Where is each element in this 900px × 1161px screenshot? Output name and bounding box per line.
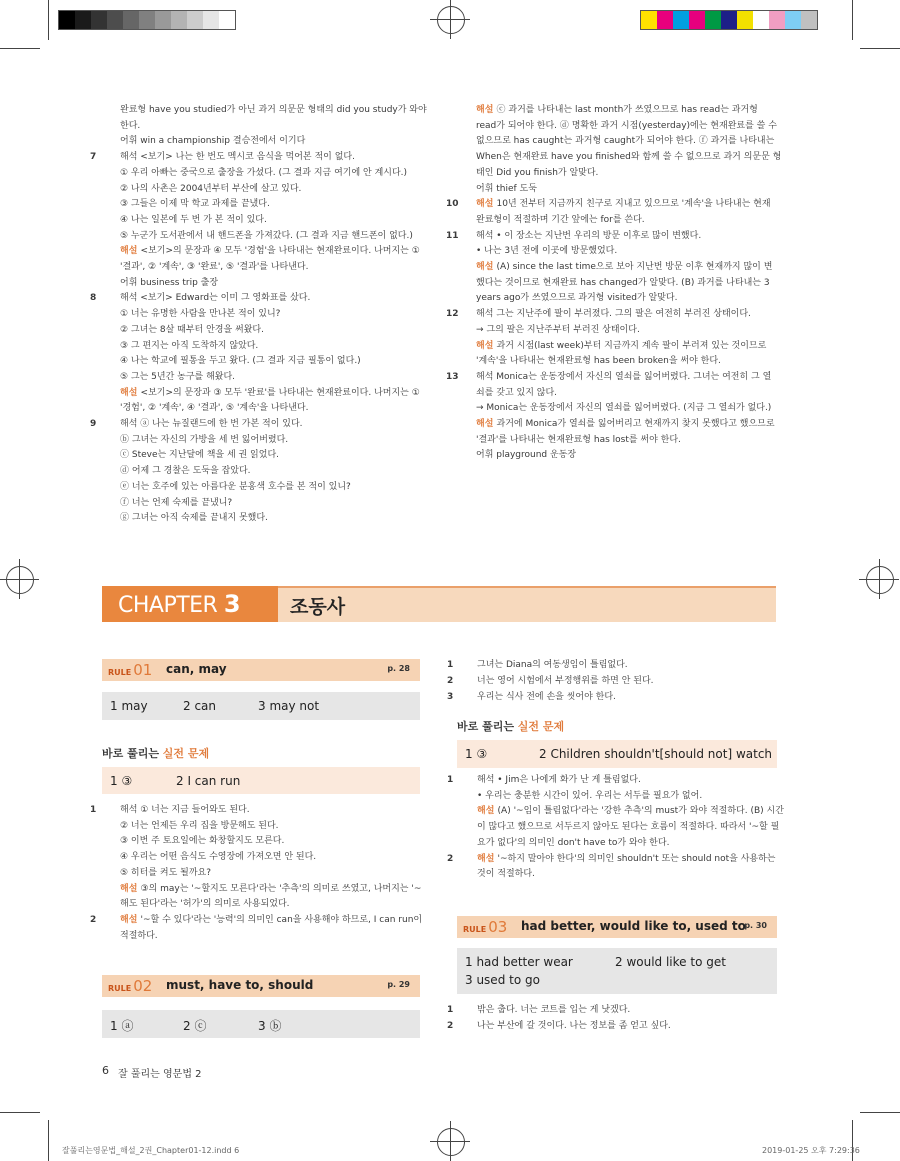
color-swatch	[107, 11, 123, 29]
color-swatch	[785, 11, 801, 29]
color-swatch	[123, 11, 139, 29]
chapter-title-band	[278, 586, 776, 622]
rule-tag: RULE 02	[108, 977, 153, 995]
text-line: 해석 ⓐ 나는 뉴질랜드에 한 번 가본 적이 있다.	[120, 419, 303, 429]
practice-2-answers	[457, 740, 777, 768]
item-number: 1	[447, 775, 454, 785]
practice-heading: 바로 풀리는 실전 문제	[102, 747, 210, 760]
text-line: ⑤ 그는 5년간 농구를 해왔다.	[120, 371, 236, 382]
text-line: 어휘 win a championship 결승전에서 이기다	[120, 136, 306, 147]
item-number: 11	[446, 230, 459, 241]
crop-mark	[0, 48, 40, 49]
text-line: 완료형 have you studied가 아닌 과거 의문문 형태의 did you study가 와야	[120, 105, 427, 115]
explanation-label: 해설	[476, 340, 497, 351]
text-line: read가 되어야 한다. ⓓ 명확한 과거 시점(yesterday)에는 현재완료를 쓸 수	[476, 120, 777, 131]
text-line: ④ 우리는 어떤 음식도 수영장에 가져오면 안 된다.	[120, 852, 317, 863]
rule-03-header	[457, 916, 777, 938]
answer: 2 would like to get	[615, 955, 726, 969]
text-line: ⓑ 그녀는 자신의 가방을 세 번 잃어버렸다.	[120, 434, 289, 445]
explanation-label: 해설	[120, 883, 141, 894]
practice-1-answers	[102, 767, 420, 794]
text-line: ① 우리 아빠는 중국으로 출장을 가셨다. (그 결과 지금 여기에 안 계시다.)	[120, 167, 408, 178]
text-line: 해석 그는 지난주에 팔이 부러졌다. 그의 팔은 여전히 부러진 상태이다.	[476, 309, 751, 320]
text-line: 어휘 business trip 출장	[120, 277, 219, 288]
practice-heading: 바로 풀리는 실전 문제	[457, 720, 565, 733]
color-swatch	[91, 11, 107, 29]
color-swatch	[769, 11, 785, 29]
color-swatch	[673, 11, 689, 29]
text-line: 어휘 playground 운동장	[476, 450, 577, 461]
item-number: 3	[447, 692, 454, 702]
answer: 2 can	[183, 699, 217, 713]
rule-title: had better, would like to, used to	[521, 919, 746, 933]
text-line: 해설 <보기>의 문장과 ④ 모두 '경험'을 나타내는 현재완료이다. 나머지는 ①	[120, 246, 420, 257]
color-swatch	[219, 11, 235, 29]
color-swatch	[801, 11, 817, 29]
text-line: ⓕ 너는 언제 숙제를 끝냈니?	[120, 497, 233, 508]
text-line: • 나는 3년 전에 이곳에 방문했었다.	[476, 246, 618, 257]
crop-mark	[860, 48, 900, 49]
text-line: ② 나의 사촌은 2004년부터 부산에 살고 있다.	[120, 183, 302, 194]
page-number: 6	[102, 1064, 109, 1077]
item-number: 10	[446, 199, 459, 210]
item-number: 8	[90, 293, 97, 304]
registration-mark-bottom	[437, 1128, 465, 1156]
chapter-title: 조동사	[290, 596, 346, 618]
text-line: 우리는 식사 전에 손을 씻어야 한다.	[477, 692, 616, 702]
item-number: 13	[446, 371, 459, 382]
chapter-banner	[102, 586, 776, 622]
text-line: • 우리는 충분한 시간이 있어. 우리는 서두를 필요가 없어.	[477, 790, 703, 801]
text-line: 해석 ① 너는 지금 들어와도 된다.	[120, 805, 250, 815]
text-line: ① 너는 유명한 사람을 만나본 적이 있니?	[120, 309, 281, 320]
answer: 1 may	[110, 699, 148, 713]
rule-title: must, have to, should	[166, 978, 314, 992]
item-number: 2	[447, 853, 454, 864]
color-bar	[640, 10, 818, 30]
text-line: ② 너는 언제든 우리 집을 방문해도 된다.	[120, 820, 279, 831]
explanation-label: 해설	[476, 419, 497, 429]
text-line: ⓒ Steve는 지난달에 책을 세 권 읽었다.	[120, 450, 279, 461]
explanation-label: 해설	[477, 806, 498, 817]
answer: 2 I can run	[176, 774, 241, 788]
item-number: 2	[447, 1021, 454, 1031]
answer: 1 ③	[465, 747, 488, 761]
text-line: 나는 부산에 갈 것이다. 나는 정보를 좀 얻고 싶다.	[477, 1021, 671, 1031]
text-line: 해설 10년 전부터 지금까지 친구로 지내고 있으므로 '계속'을 나타내는 현재	[476, 199, 771, 210]
text-line: 너는 영어 시험에서 부정행위를 하면 안 된다.	[477, 676, 654, 686]
text-line: ② 그녀는 8살 때부터 안경을 써왔다.	[120, 324, 264, 335]
text-line: 해설 ③의 may는 '~할지도 모른다'라는 '추측'의 의미로 쓰였고, 나머지는 '~	[120, 883, 422, 894]
text-line: ⓖ 그녀는 아직 숙제를 끝내지 못했다.	[120, 513, 268, 524]
chapter-number: 3	[223, 590, 241, 618]
crop-mark	[48, 0, 49, 40]
color-swatch	[689, 11, 705, 29]
text-line: When은 현재완료 have you finished와 함께 쓸 수 없으므로 과거 의문문 형	[476, 152, 782, 163]
text-line: '계속'을 나타내는 현재완료형 has been broken을 써야 한다.	[476, 356, 721, 367]
rule-page: p. 30	[744, 921, 767, 930]
color-swatch	[705, 11, 721, 29]
explanation-label: 해설	[476, 105, 497, 115]
text-line: 완료형이 적절하며 기간 앞에는 for를 쓴다.	[476, 214, 645, 225]
book-title: 잘 풀리는 영문법 2	[118, 1069, 202, 1080]
color-swatch	[641, 11, 657, 29]
text-line: ④ 나는 학교에 필통을 두고 왔다. (그 결과 지금 필통이 없다.)	[120, 356, 361, 367]
rule-tag: RULE 03	[463, 918, 508, 936]
text-line: ③ 이번 주 토요일에는 화창할지도 모른다.	[120, 836, 285, 847]
rule-02-answers	[102, 1010, 420, 1038]
rule-page: p. 28	[387, 664, 410, 673]
text-line: 밖은 춥다. 너는 코트를 입는 게 낫겠다.	[477, 1005, 631, 1015]
registration-mark-right	[866, 566, 894, 594]
rule-title: can, may	[166, 662, 227, 676]
explanation-label: 해설	[120, 914, 141, 925]
text-line: '결과'를 나타내는 현재완료형 has lost를 써야 한다.	[476, 434, 681, 445]
text-line: ③ 그들은 이제 막 학교 과제를 끝냈다.	[120, 199, 270, 210]
rule-02-header	[102, 975, 420, 997]
text-line: 쇠를 갖고 있지 않다.	[476, 387, 557, 398]
text-line: '경험', ② '계속', ④ '결과', ⑤ '계속'을 나타낸다.	[120, 403, 309, 414]
text-line: 태인 Did you finish가 알맞다.	[476, 167, 599, 178]
item-number: 2	[90, 914, 97, 925]
text-line: 그녀는 Diana의 여동생임이 틀림없다.	[477, 660, 628, 670]
explanation-label: 해설	[476, 262, 497, 272]
text-line: 해도 된다'라는 '허가'의 의미로 사용되었다.	[120, 899, 290, 910]
text-line: → 그의 팔은 지난주부터 부러진 상태이다.	[476, 324, 640, 335]
text-line: → Monica는 운동장에서 자신의 열쇠를 잃어버렸다. (지금 그 열쇠가 없다.)	[476, 403, 772, 414]
text-line: 한다.	[120, 120, 141, 131]
text-line: ③ 그 편지는 아직 도착하지 않았다.	[120, 340, 259, 351]
crop-mark	[48, 1120, 49, 1161]
text-line: 해설 과거에 Monica가 열쇠를 잃어버리고 현재까지 찾지 못했다고 했으므로	[476, 419, 775, 429]
text-line: 해설 (A) '~임이 틀림없다'라는 '강한 추측'의 must가 와야 적절하다. (B) 시간	[477, 806, 784, 817]
color-swatch	[203, 11, 219, 29]
rule-tag: RULE 01	[108, 661, 153, 679]
color-swatch	[187, 11, 203, 29]
text-line: 해설 과거 시점(last week)부터 지금까지 계속 팔이 부러져 있는 것이므로	[476, 340, 767, 351]
item-number: 2	[447, 676, 454, 686]
grayscale-bar	[58, 10, 236, 30]
text-line: 해석 • 이 장소는 지난번 우리의 방문 이후로 많이 변했다.	[476, 230, 702, 241]
text-line: 해석 Monica는 운동장에서 자신의 열쇠를 잃어버렸다. 그녀는 여전히 그 열	[476, 371, 772, 382]
rule-03-answers	[457, 948, 777, 994]
text-line: 해설 (A) since the last time으로 보아 지난번 방문 이후 현재까지 많이 변	[476, 262, 773, 272]
answer: 3 ⓑ	[258, 1019, 282, 1033]
explanation-label: 해설	[476, 199, 497, 210]
rule-page: p. 29	[387, 980, 410, 989]
text-line: ④ 나는 일본에 두 번 가 본 적이 있다.	[120, 214, 267, 225]
text-line: ⓓ 어제 그 경찰은 도둑을 잡았다.	[120, 466, 251, 477]
timestamp: 2019-01-25 오후 7:29:36	[762, 1146, 860, 1155]
text-line: 해석 <보기> Edward는 이미 그 영화표를 샀다.	[120, 293, 311, 304]
color-swatch	[721, 11, 737, 29]
color-swatch	[139, 11, 155, 29]
item-number: 1	[447, 1005, 454, 1015]
item-number: 9	[90, 419, 97, 429]
registration-mark-top	[437, 6, 465, 34]
text-line: '결과', ② '계속', ③ '완료', ⑤ '결과'를 나타낸다.	[120, 262, 309, 272]
text-line: years ago가 쓰였으므로 과거형 visited가 알맞다.	[476, 293, 678, 304]
answer: 3 used to go	[465, 973, 540, 987]
text-line: 것이 적절하다.	[477, 869, 535, 880]
text-line: 해석 • Jim은 나에게 화가 난 게 틀림없다.	[477, 775, 641, 785]
color-swatch	[753, 11, 769, 29]
text-line: 해석 <보기> 나는 한 번도 멕시코 음식을 먹어본 적이 없다.	[120, 152, 355, 163]
text-line: 해설 '~할 수 있다'라는 '능력'의 의미인 can을 사용해야 하므로, I can run이	[120, 914, 423, 925]
text-line: 없으므로 has caught는 과거형 caught가 되어야 한다. ⓕ 과거를 나타내는	[476, 136, 775, 147]
color-swatch	[657, 11, 673, 29]
text-line: 적절하다.	[120, 930, 158, 941]
color-swatch	[59, 11, 75, 29]
text-line: ⑤ 히터를 켜도 될까요?	[120, 867, 211, 878]
color-swatch	[737, 11, 753, 29]
text-line: 요가 없다'의 의미인 don't have to가 와야 한다.	[477, 837, 670, 848]
crop-mark	[860, 1112, 900, 1113]
text-line: 해설 '~하지 말아야 한다'의 의미인 shouldn't 또는 should not을 사용하는	[477, 853, 776, 864]
answer: 2 Children shouldn't[should not] watch	[539, 747, 773, 761]
rule-01-header	[102, 659, 420, 681]
text-line: ⑤ 누군가 도서관에서 내 핸드폰을 가져갔다. (그 결과 지금 핸드폰이 없다.)	[120, 230, 413, 241]
explanation-label: 해설	[120, 387, 141, 398]
answer: 2 ⓒ	[183, 1019, 207, 1033]
color-swatch	[75, 11, 91, 29]
crop-mark	[0, 1112, 40, 1113]
color-swatch	[155, 11, 171, 29]
text-line: 어휘 thief 도둑	[476, 183, 537, 194]
item-number: 1	[447, 660, 454, 670]
item-number: 1	[90, 805, 97, 815]
text-line: 했다는 것이므로 현재완료 has changed가 알맞다. (B) 과거를 나타내는 3	[476, 277, 770, 288]
answer: 1 ③	[110, 774, 133, 788]
crop-mark	[852, 0, 853, 40]
text-line: 해설 <보기>의 문장과 ③ 모두 '완료'를 나타내는 현재완료이다. 나머지는 ①	[120, 387, 420, 398]
explanation-label: 해설	[477, 853, 498, 864]
text-line: 이 많다고 했으므로 서두르지 않아도 된다는 흐름이 적절하다. 따라서 '~할 필	[477, 822, 780, 833]
color-swatch	[171, 11, 187, 29]
answer: 3 may not	[258, 699, 320, 713]
answer: 1 ⓐ	[110, 1019, 134, 1033]
file-name: 잘풀리는영문법_해설_2권_Chapter01-12.indd 6	[62, 1146, 240, 1155]
item-number: 12	[446, 309, 459, 320]
rule-01-answers	[102, 692, 420, 720]
text-line: 해설 ⓒ 과거를 나타내는 last month가 쓰였으므로 has read는 과거형	[476, 105, 758, 115]
text-line: ⓔ 너는 호주에 있는 아름다운 분홍색 호수를 본 적이 있니?	[120, 481, 351, 492]
explanation-label: 해설	[120, 246, 141, 257]
chapter-label: CHAPTER 3	[102, 586, 278, 622]
item-number: 7	[90, 152, 97, 163]
registration-mark-left	[6, 566, 34, 594]
answer: 1 had better wear	[465, 955, 573, 969]
